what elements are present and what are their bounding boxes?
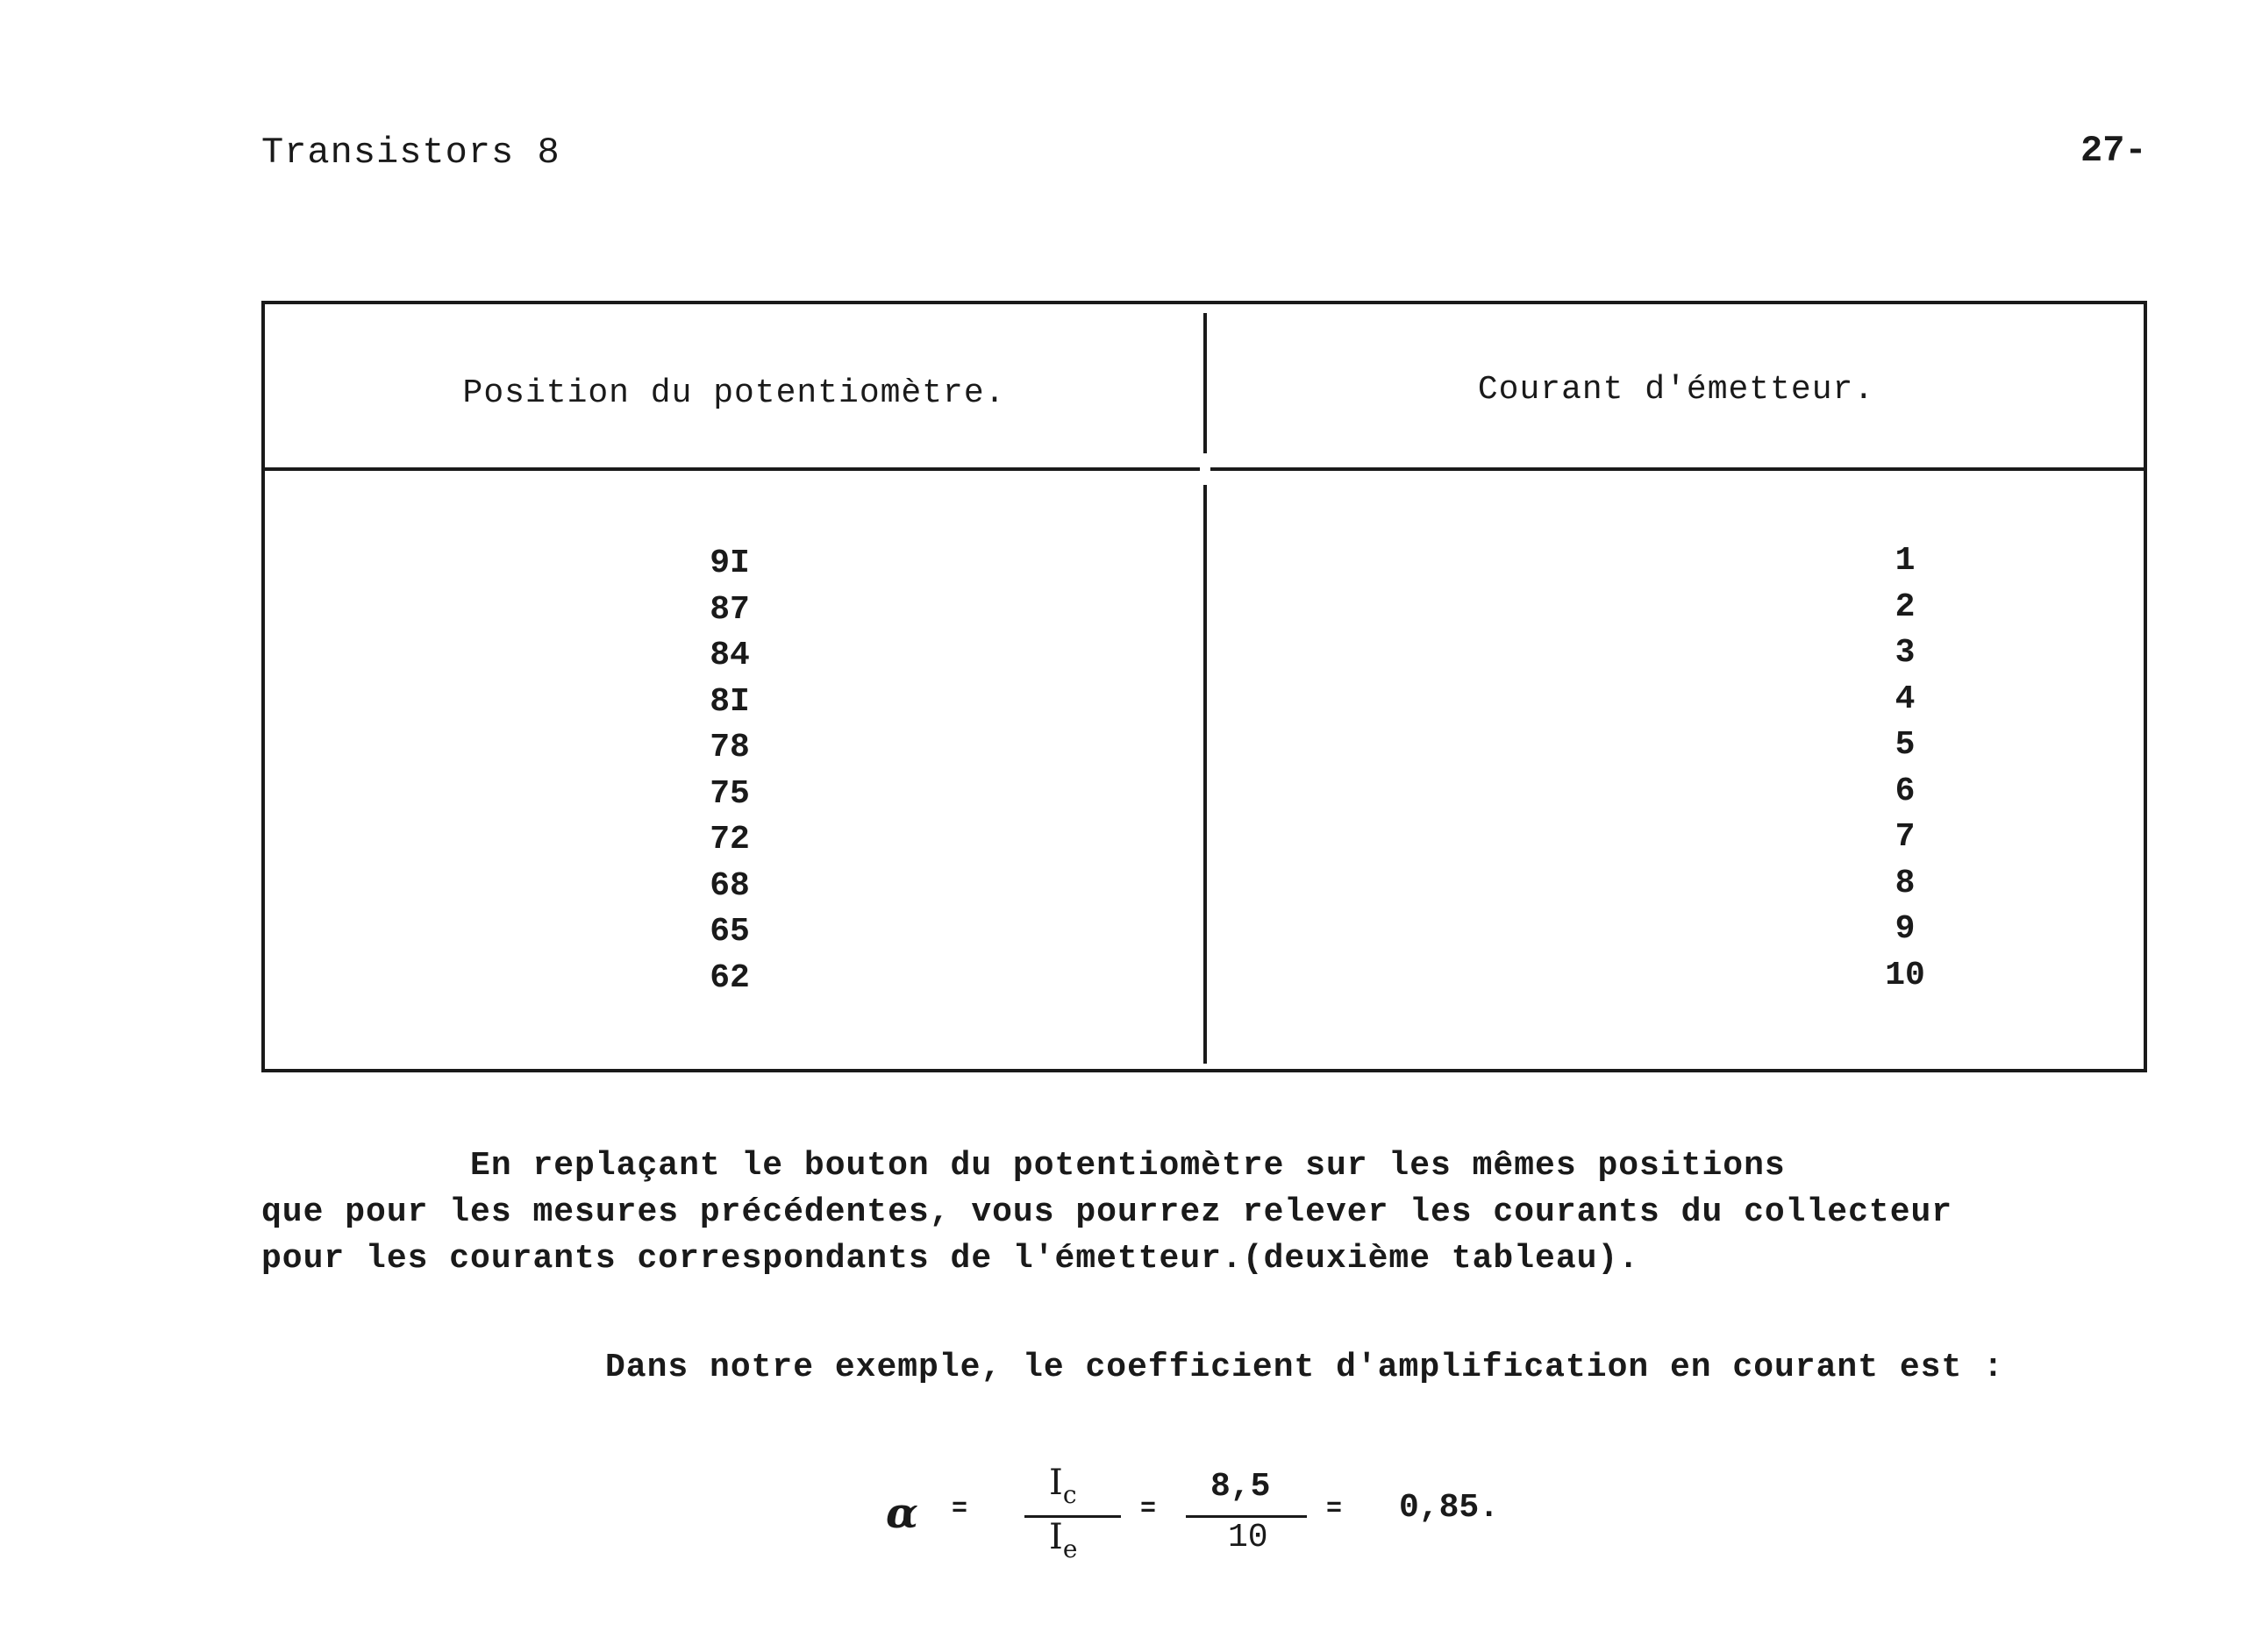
equals-sign: = — [952, 1494, 968, 1524]
table-column-divider — [1203, 313, 1207, 1064]
ic-subscript: c — [1062, 1480, 1077, 1509]
column-header-current: Courant d'émetteur. — [1477, 371, 1875, 409]
example-intro: Dans notre exemple, le coefficient d'amplification en courant est : — [605, 1349, 2004, 1386]
ie-main: I — [1049, 1517, 1063, 1557]
equals-sign: = — [1140, 1494, 1157, 1524]
table-cell: 10 — [1885, 956, 1925, 994]
table-cell: 5 — [1895, 726, 1916, 764]
page-number: 27- — [2080, 130, 2147, 172]
table-cell: 7 — [1895, 818, 1916, 856]
paragraph-line: En replaçant le bouton du potentiomètre sur les mêmes positions — [261, 1147, 1786, 1185]
current-values — [1835, 538, 1975, 999]
table-cell: 8I — [710, 682, 750, 721]
table-cell: 9I — [710, 545, 750, 582]
table-cell: 87 — [710, 590, 750, 629]
table-cell: 62 — [710, 958, 750, 997]
column-divider-gap — [1200, 453, 1210, 485]
table-cell: 3 — [1895, 634, 1916, 672]
table-cell: 68 — [710, 866, 750, 905]
ie-subscript: e — [1062, 1535, 1078, 1563]
table-cell: 6 — [1895, 772, 1916, 810]
fraction-bar — [1186, 1515, 1307, 1518]
numerator-ic — [1049, 1463, 1077, 1509]
table-cell: 84 — [710, 637, 750, 674]
table-cell: 8 — [1895, 864, 1916, 902]
table-cell: 72 — [710, 821, 750, 858]
position-values — [660, 541, 800, 1001]
numerator-value: 8,5 — [1210, 1468, 1271, 1506]
table-cell: 75 — [710, 774, 750, 813]
equals-sign: = — [1326, 1494, 1343, 1524]
page-header-title: Transistors 8 — [261, 132, 560, 174]
ic-main: I — [1049, 1463, 1063, 1503]
instructions-paragraph — [261, 1143, 2156, 1282]
column-header-position: Position du potentiomètre. — [462, 374, 1006, 412]
measurement-table — [261, 301, 2147, 1072]
alpha-symbol: α — [886, 1489, 918, 1538]
paragraph-line: que pour les mesures précédentes, vous pourrez relever les courants du collecteur — [261, 1193, 1953, 1231]
paragraph-line: pour les courants correspondants de l'émetteur.(deuxième tableau). — [261, 1240, 1640, 1278]
denominator-value: 10 — [1228, 1519, 1268, 1556]
table-cell: 2 — [1895, 587, 1916, 626]
table-cell: 9 — [1895, 910, 1916, 948]
table-cell: 1 — [1895, 542, 1916, 580]
result-value: 0,85. — [1399, 1489, 1500, 1527]
table-cell: 78 — [710, 729, 750, 766]
table-cell: 4 — [1895, 680, 1916, 718]
denominator-ie — [1049, 1517, 1078, 1563]
table-cell: 65 — [710, 913, 750, 951]
